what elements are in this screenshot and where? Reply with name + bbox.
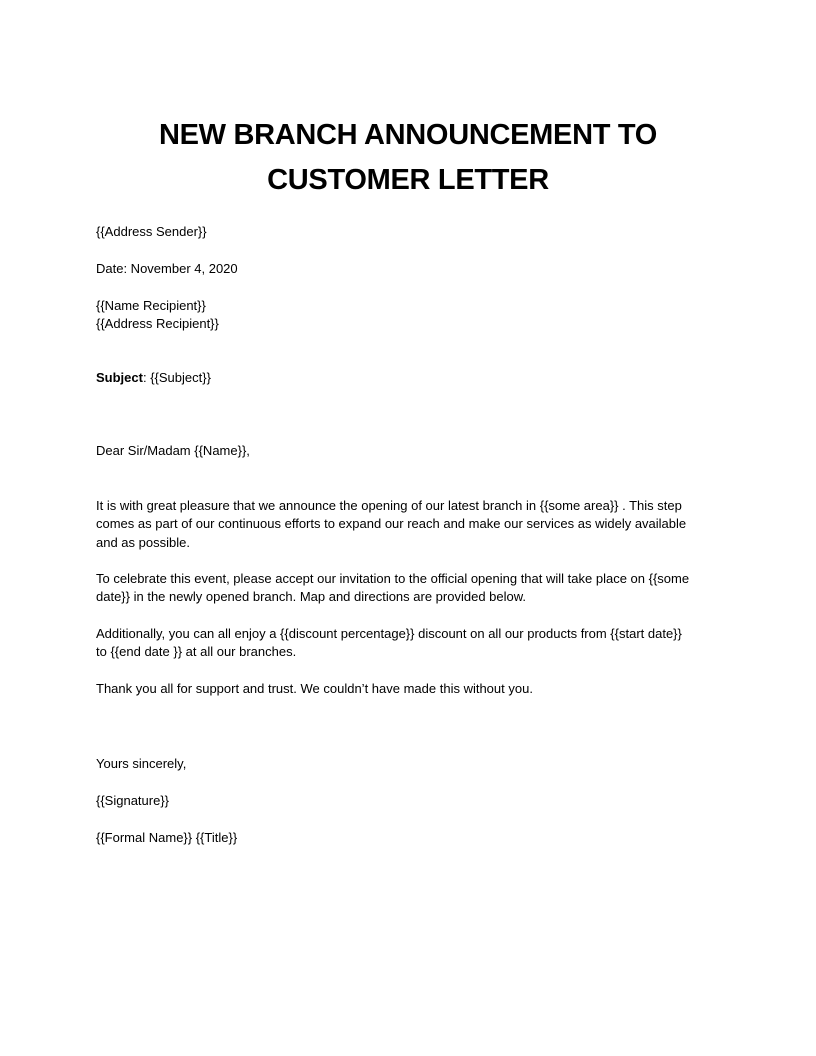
paragraph-line: Additionally, you can all enjoy a {{discount percentage}} discount on all our products from {{start date}} [96, 626, 682, 641]
address-recipient: {{Address Recipient}} [96, 316, 219, 331]
title-line-2: CUSTOMER LETTER [267, 164, 549, 196]
paragraph-line: to {{end date }} at all our branches. [96, 644, 297, 660]
page-title [96, 113, 720, 203]
salutation: Dear Sir/Madam {{Name}}, [96, 443, 250, 458]
body-paragraph-2 [96, 570, 718, 607]
letter-date: Date: November 4, 2020 [96, 261, 238, 276]
body-paragraph-3 [96, 625, 718, 662]
valediction: Yours sincerely, [96, 756, 187, 771]
subject-value: : {{Subject}} [142, 370, 211, 385]
subject-line [96, 369, 720, 387]
paragraph-line: date}} in the newly opened branch. Map and directions are provided below. [96, 589, 527, 605]
title-line-1: NEW BRANCH ANNOUNCEMENT TO [158, 119, 658, 151]
signature: {{Signature}} [96, 793, 170, 808]
name-recipient: {{Name Recipient}} [96, 298, 206, 313]
subject-label: Subject [96, 370, 143, 385]
address-sender: {{Address Sender}} [96, 224, 207, 239]
paragraph-line: and as possible. [96, 534, 190, 550]
paragraph-line: It is with great pleasure that we announce the opening of our latest branch in {{some area}} . This step [96, 498, 682, 513]
paragraph-line: To celebrate this event, please accept our invitation to the official opening that will take place on {{some [96, 571, 690, 586]
formal-name-title: {{Formal Name}} {{Title}} [96, 830, 238, 845]
body-paragraph-4: Thank you all for support and trust. We couldn’t have made this without you. [96, 681, 533, 696]
body-paragraph-1 [96, 497, 718, 552]
paragraph-line: comes as part of our continuous efforts to expand our reach and make our services as widely available [96, 516, 687, 532]
